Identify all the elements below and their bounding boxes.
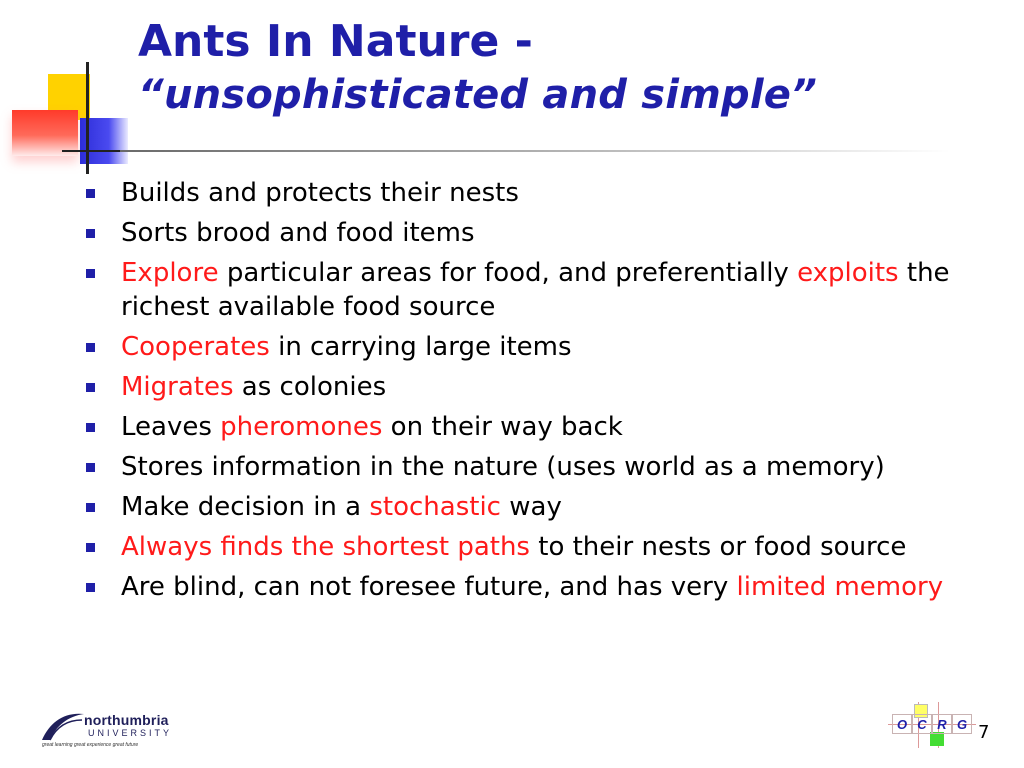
bullet-square-icon [86, 343, 95, 352]
vertical-line [86, 62, 89, 174]
highlighted-text: limited memory [736, 572, 944, 602]
ocrg-letter-o: O [892, 714, 912, 734]
highlighted-text: Explore [121, 258, 219, 288]
northumbria-university-logo [40, 698, 190, 756]
bullet-square-icon [86, 189, 95, 198]
ocrg-letter-g: G [952, 714, 972, 734]
title-line-2: “unsophisticated and simple” [138, 72, 818, 118]
bullet-item [84, 176, 964, 210]
title-underline [120, 150, 950, 152]
bullet-square-icon [86, 503, 95, 512]
bullet-item [84, 490, 964, 524]
title-line-1: Ants In Nature - [138, 16, 533, 67]
slide-title [138, 14, 817, 120]
bullet-square-icon [86, 543, 95, 552]
bullet-text: Leaves [121, 412, 221, 442]
bullet-text: Stores information in the nature (uses world as a memory) [121, 452, 885, 482]
logo-name: northumbria [84, 712, 169, 728]
highlighted-text: exploits [797, 258, 899, 288]
horizontal-line [62, 150, 124, 152]
bullet-square-icon [86, 383, 95, 392]
logo-swoosh-icon [40, 708, 86, 742]
bullet-text: particular areas for food, and preferentially [218, 258, 798, 288]
bullet-text: Make decision in a [121, 492, 370, 522]
bullet-item [84, 256, 964, 324]
bullet-item [84, 410, 964, 444]
ocrg-letter-r: R [932, 714, 952, 734]
highlighted-text: pheromones [220, 412, 383, 442]
bullet-square-icon [86, 269, 95, 278]
bullet-list [84, 176, 964, 610]
bullet-text: in carrying large items [269, 332, 572, 362]
ocrg-logo [888, 702, 978, 752]
decorative-corner-graphic [0, 0, 160, 190]
bullet-text: Are blind, can not foresee future, and has very [121, 572, 737, 602]
bullet-item [84, 530, 964, 564]
page-number: 7 [978, 722, 990, 743]
bullet-text: to their nests or food source [529, 532, 907, 562]
logo-university: UNIVERSITY [88, 728, 173, 738]
bullet-square-icon [86, 423, 95, 432]
bullet-text: way [500, 492, 562, 522]
bullet-square-icon [86, 583, 95, 592]
bullet-text: the richest available food source [121, 258, 950, 322]
highlighted-text: Always finds the shortest paths [121, 532, 530, 562]
bullet-item [84, 370, 964, 404]
logo-tagline: great learning great experience great future [42, 742, 139, 748]
bullet-text: Builds and protects their nests [121, 178, 519, 208]
bullet-item [84, 450, 964, 484]
highlighted-text: Cooperates [121, 332, 270, 362]
bullet-text: as colonies [233, 372, 387, 402]
bullet-text: Sorts brood and food items [121, 218, 475, 248]
bullet-square-icon [86, 229, 95, 238]
bullet-item [84, 330, 964, 364]
ocrg-letter-c: C [912, 714, 932, 734]
bullet-square-icon [86, 463, 95, 472]
bullet-text: on their way back [382, 412, 623, 442]
highlighted-text: stochastic [369, 492, 501, 522]
bullet-item [84, 216, 964, 250]
highlighted-text: Migrates [121, 372, 234, 402]
bullet-item [84, 570, 964, 604]
